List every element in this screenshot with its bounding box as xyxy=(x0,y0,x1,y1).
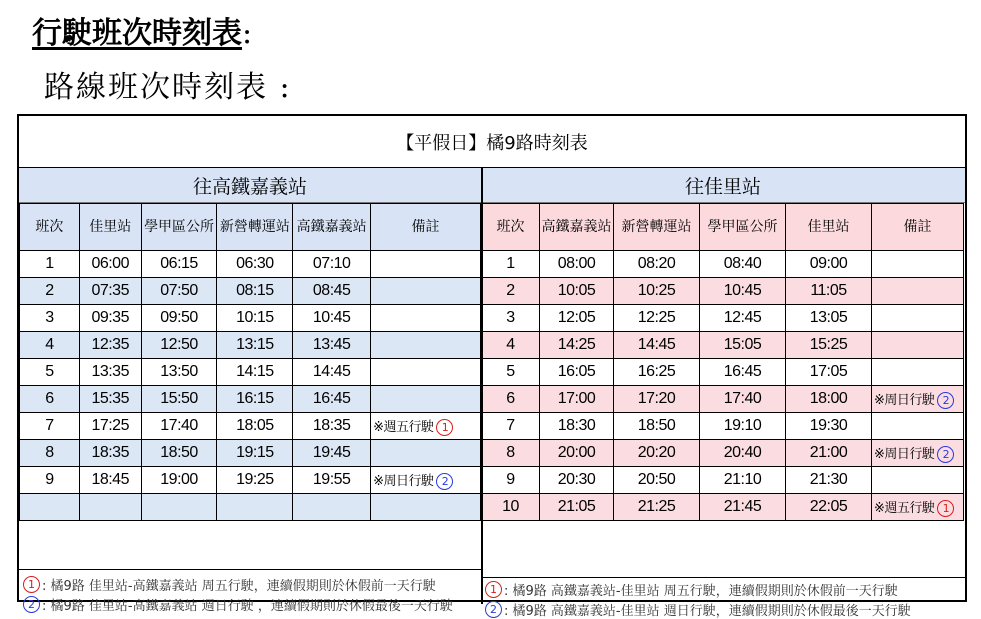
legend-line xyxy=(485,579,965,599)
departure-time xyxy=(141,494,217,521)
departure-time: 18:30 xyxy=(540,413,614,440)
sheet-title: 【平假日】橘9路時刻表 xyxy=(19,116,965,168)
column-header: 備註 xyxy=(371,204,481,251)
departure-time: 06:30 xyxy=(217,251,293,278)
trip-number: 3 xyxy=(20,305,80,332)
departure-time: 18:50 xyxy=(141,440,217,467)
table-row xyxy=(20,386,481,413)
legend-left xyxy=(19,569,481,614)
departure-time: 19:10 xyxy=(700,413,786,440)
departure-time: 16:45 xyxy=(293,386,371,413)
departure-time: 15:25 xyxy=(786,332,872,359)
departure-time: 21:25 xyxy=(614,494,700,521)
timetable-sheet xyxy=(17,114,967,619)
table-row xyxy=(482,386,964,413)
departure-time: 19:30 xyxy=(786,413,872,440)
trip-number: 10 xyxy=(482,494,540,521)
direction-title: 往佳里站 xyxy=(481,168,965,203)
departure-time: 18:00 xyxy=(786,386,872,413)
remark-cell xyxy=(371,332,481,359)
pane-divider xyxy=(481,168,483,604)
table-row xyxy=(482,359,964,386)
departure-time: 20:30 xyxy=(540,467,614,494)
departure-time: 12:25 xyxy=(614,305,700,332)
departure-time: 17:40 xyxy=(700,386,786,413)
departure-time: 16:45 xyxy=(700,359,786,386)
departure-time: 21:45 xyxy=(700,494,786,521)
trip-number: 1 xyxy=(20,251,80,278)
table-row xyxy=(20,251,481,278)
page-heading-colon: : xyxy=(242,16,253,51)
departure-time: 14:45 xyxy=(614,332,700,359)
remark-cell xyxy=(371,467,481,494)
departure-time: 10:15 xyxy=(217,305,293,332)
remark-cell xyxy=(371,386,481,413)
departure-time: 19:45 xyxy=(293,440,371,467)
circled-two-icon: 2 xyxy=(485,601,502,618)
circled-one-icon: 1 xyxy=(937,500,954,517)
departure-time: 12:35 xyxy=(79,332,141,359)
departure-time: 08:00 xyxy=(540,251,614,278)
remark-text: ※週五行駛 xyxy=(373,420,434,435)
departure-time xyxy=(217,494,293,521)
departure-time: 10:05 xyxy=(540,278,614,305)
departure-time: 16:25 xyxy=(614,359,700,386)
remark-cell xyxy=(872,413,964,440)
trip-number: 9 xyxy=(482,467,540,494)
trip-number: 8 xyxy=(20,440,80,467)
departure-time: 15:35 xyxy=(79,386,141,413)
legend-text: : 橘9路 高鐵嘉義站-佳里站 周五行駛，連續假期則於休假前一天行駛 xyxy=(504,583,898,599)
departure-time: 19:00 xyxy=(141,467,217,494)
column-header: 學甲區公所 xyxy=(141,204,217,251)
remark-cell xyxy=(371,359,481,386)
departure-time: 09:35 xyxy=(79,305,141,332)
column-header: 備註 xyxy=(872,204,964,251)
departure-time: 13:45 xyxy=(293,332,371,359)
departure-time: 07:35 xyxy=(79,278,141,305)
circled-one-icon: 1 xyxy=(23,576,40,593)
table-row xyxy=(20,278,481,305)
departure-time xyxy=(293,494,371,521)
pane-to-hsr-chiayi xyxy=(19,168,481,614)
table-row xyxy=(482,494,964,521)
table-row xyxy=(20,467,481,494)
trip-number: 7 xyxy=(20,413,80,440)
departure-time: 22:05 xyxy=(786,494,872,521)
direction-title: 往高鐵嘉義站 xyxy=(19,168,481,203)
column-header: 佳里站 xyxy=(79,204,141,251)
departure-time: 08:40 xyxy=(700,251,786,278)
departure-time: 15:50 xyxy=(141,386,217,413)
table-row xyxy=(20,359,481,386)
departure-time: 13:50 xyxy=(141,359,217,386)
remark-cell xyxy=(872,251,964,278)
column-header: 班次 xyxy=(20,204,80,251)
column-header: 高鐵嘉義站 xyxy=(293,204,371,251)
departure-time: 06:00 xyxy=(79,251,141,278)
departure-time: 09:50 xyxy=(141,305,217,332)
departure-time: 12:45 xyxy=(700,305,786,332)
column-header: 班次 xyxy=(482,204,540,251)
departure-time: 18:05 xyxy=(217,413,293,440)
remark-cell xyxy=(371,413,481,440)
departure-time: 10:25 xyxy=(614,278,700,305)
departure-time: 10:45 xyxy=(700,278,786,305)
departure-time: 19:15 xyxy=(217,440,293,467)
legend-line xyxy=(485,599,965,619)
remark-cell xyxy=(872,278,964,305)
departure-time: 17:25 xyxy=(79,413,141,440)
departure-time: 08:45 xyxy=(293,278,371,305)
column-header: 新營轉運站 xyxy=(217,204,293,251)
remark-cell xyxy=(371,494,481,521)
legend-text: : 橘9路 佳里站-高鐵嘉義站 周五行駛，連續假期則於休假前一天行駛 xyxy=(42,578,436,594)
trip-number: 4 xyxy=(20,332,80,359)
departure-time: 17:20 xyxy=(614,386,700,413)
remark-cell xyxy=(872,305,964,332)
circled-two-icon: 2 xyxy=(937,446,954,463)
table-row xyxy=(20,494,481,521)
trip-number: 1 xyxy=(482,251,540,278)
departure-time: 18:35 xyxy=(293,413,371,440)
column-header: 佳里站 xyxy=(786,204,872,251)
table-row xyxy=(482,440,964,467)
trip-number: 5 xyxy=(482,359,540,386)
departure-time: 08:15 xyxy=(217,278,293,305)
departure-time: 09:00 xyxy=(786,251,872,278)
circled-two-icon: 2 xyxy=(436,473,453,490)
circled-two-icon: 2 xyxy=(23,596,40,613)
departure-time: 21:10 xyxy=(700,467,786,494)
departure-time: 07:50 xyxy=(141,278,217,305)
departure-time: 10:45 xyxy=(293,305,371,332)
departure-time: 20:00 xyxy=(540,440,614,467)
legend-line xyxy=(23,594,481,614)
departure-time xyxy=(79,494,141,521)
legend-line xyxy=(23,574,481,594)
table-row xyxy=(482,278,964,305)
pane-to-jiali xyxy=(481,168,965,619)
table-row xyxy=(482,251,964,278)
departure-time: 21:30 xyxy=(786,467,872,494)
trip-number: 6 xyxy=(482,386,540,413)
remark-cell xyxy=(872,440,964,467)
departure-time: 20:50 xyxy=(614,467,700,494)
table-row xyxy=(482,467,964,494)
table-row xyxy=(20,440,481,467)
departure-time: 13:05 xyxy=(786,305,872,332)
departure-time: 14:45 xyxy=(293,359,371,386)
departure-time: 13:15 xyxy=(217,332,293,359)
table-row xyxy=(20,413,481,440)
table-row xyxy=(20,305,481,332)
section-heading: 路線班次時刻表 : xyxy=(44,70,292,105)
trip-number: 7 xyxy=(482,413,540,440)
remark-cell xyxy=(371,278,481,305)
remark-cell xyxy=(872,494,964,521)
circled-one-icon: 1 xyxy=(485,581,502,598)
remark-cell xyxy=(872,386,964,413)
page-heading-text: 行駛班次時刻表 xyxy=(32,16,242,51)
departure-time: 16:05 xyxy=(540,359,614,386)
departure-time: 12:50 xyxy=(141,332,217,359)
departure-time: 20:40 xyxy=(700,440,786,467)
departure-time: 11:05 xyxy=(786,278,872,305)
column-header: 學甲區公所 xyxy=(700,204,786,251)
legend-right xyxy=(481,577,965,619)
departure-time: 19:25 xyxy=(217,467,293,494)
timetable-to-jiali xyxy=(481,203,964,521)
remark-cell xyxy=(371,305,481,332)
table-row xyxy=(482,413,964,440)
table-row xyxy=(482,305,964,332)
remark-text: ※週五行駛 xyxy=(874,501,935,516)
trip-number: 5 xyxy=(20,359,80,386)
trip-number: 2 xyxy=(20,278,80,305)
departure-time: 20:20 xyxy=(614,440,700,467)
timetable-to-hsr-chiayi xyxy=(19,203,481,521)
remark-cell xyxy=(872,359,964,386)
remark-cell xyxy=(371,251,481,278)
column-header: 高鐵嘉義站 xyxy=(540,204,614,251)
trip-number xyxy=(20,494,80,521)
table-row xyxy=(20,332,481,359)
departure-time: 21:00 xyxy=(786,440,872,467)
departure-time: 14:15 xyxy=(217,359,293,386)
remark-text: ※周日行駛 xyxy=(874,393,935,408)
legend-text: : 橘9路 高鐵嘉義站-佳里站 週日行駛，連續假期則於休假最後一天行駛 xyxy=(504,603,911,619)
trip-number: 3 xyxy=(482,305,540,332)
trip-number: 2 xyxy=(482,278,540,305)
departure-time: 21:05 xyxy=(540,494,614,521)
table-row xyxy=(482,332,964,359)
departure-time: 07:10 xyxy=(293,251,371,278)
departure-time: 17:00 xyxy=(540,386,614,413)
departure-time: 18:35 xyxy=(79,440,141,467)
departure-time: 19:55 xyxy=(293,467,371,494)
circled-one-icon: 1 xyxy=(436,419,453,436)
page-heading xyxy=(32,8,252,52)
departure-time: 14:25 xyxy=(540,332,614,359)
departure-time: 12:05 xyxy=(540,305,614,332)
column-header: 新營轉運站 xyxy=(614,204,700,251)
remark-cell xyxy=(872,332,964,359)
trip-number: 4 xyxy=(482,332,540,359)
departure-time: 06:15 xyxy=(141,251,217,278)
circled-two-icon: 2 xyxy=(937,392,954,409)
trip-number: 8 xyxy=(482,440,540,467)
departure-time: 17:40 xyxy=(141,413,217,440)
departure-time: 18:50 xyxy=(614,413,700,440)
trip-number: 6 xyxy=(20,386,80,413)
remark-cell xyxy=(371,440,481,467)
legend-text: : 橘9路 佳里站-高鐵嘉義站 週日行駛 ，連續假期則於休假最後一天行駛 xyxy=(42,598,453,614)
departure-time: 15:05 xyxy=(700,332,786,359)
departure-time: 13:35 xyxy=(79,359,141,386)
remark-cell xyxy=(872,467,964,494)
remark-text: ※周日行駛 xyxy=(874,447,935,462)
departure-time: 08:20 xyxy=(614,251,700,278)
departure-time: 18:45 xyxy=(79,467,141,494)
departure-time: 16:15 xyxy=(217,386,293,413)
trip-number: 9 xyxy=(20,467,80,494)
remark-text: ※周日行駛 xyxy=(373,474,434,489)
departure-time: 17:05 xyxy=(786,359,872,386)
